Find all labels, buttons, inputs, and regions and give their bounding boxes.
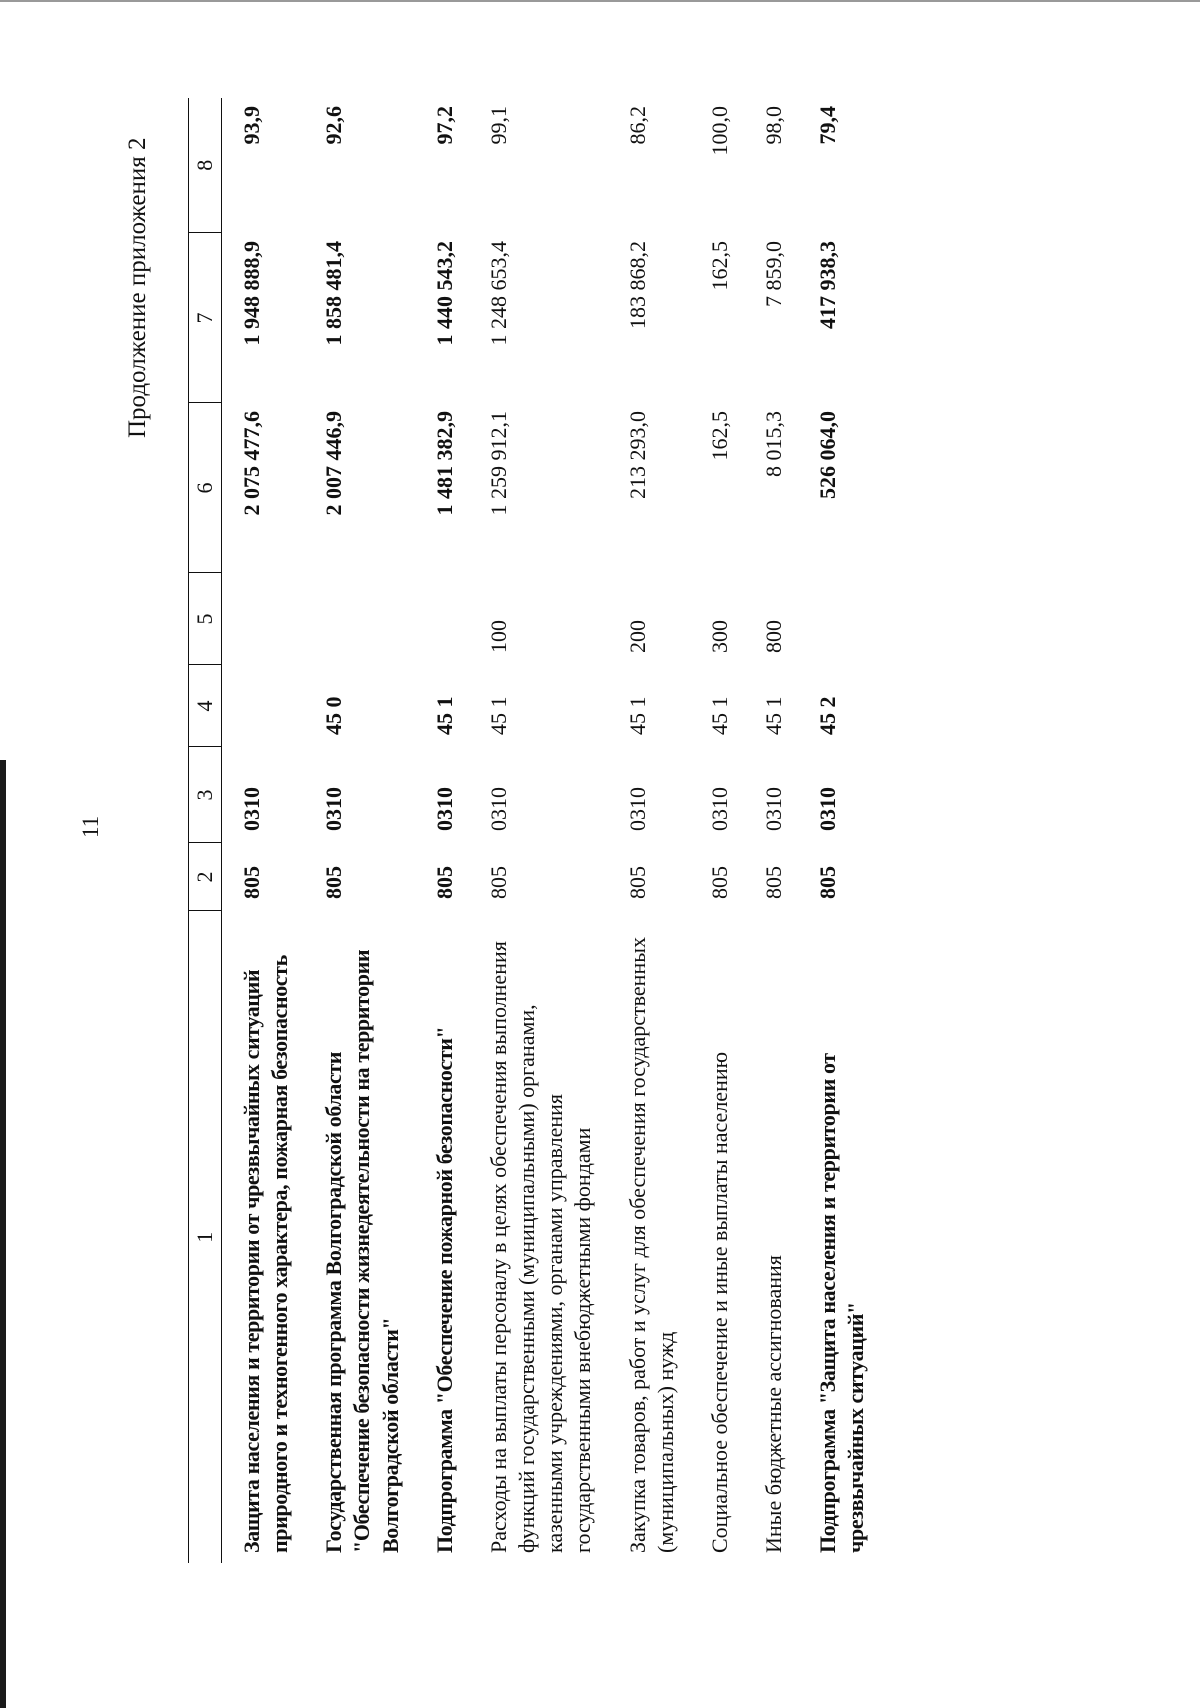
- cell-c5: 800: [761, 620, 787, 653]
- header-col-3: 3: [189, 747, 222, 843]
- cell-c6: 1 259 912,1: [485, 411, 511, 516]
- cell-c2: 805: [761, 866, 787, 899]
- cell-c2: 805: [485, 866, 511, 899]
- cell-c3: 0310: [624, 787, 650, 831]
- cell-c5: [320, 573, 430, 665]
- table-row: [431, 98, 485, 1563]
- cell-c2: 805: [706, 866, 732, 899]
- cell-c8: 79,4: [815, 106, 841, 145]
- cell-c3: 0310: [431, 787, 457, 831]
- cell-c8: 98,0: [761, 106, 787, 145]
- cell-c3: 0310: [239, 787, 264, 831]
- header-col-1: 1: [189, 911, 222, 1563]
- cell-c7: 162,5: [706, 241, 732, 291]
- cell-c7: 7 859,0: [761, 241, 787, 307]
- cell-c2: 805: [239, 866, 264, 899]
- budget-table: [188, 98, 871, 1563]
- header-col-5: 5: [189, 573, 222, 665]
- cell-c3: 0310: [321, 787, 347, 831]
- cell-name: Государственная программа Волгоградской области "Обеспечение безопасности жизнедеятельности на территории Волгоградской области": [321, 949, 403, 1553]
- cell-c6: 526 064,0: [815, 411, 841, 499]
- cell-c5: 300: [706, 620, 732, 653]
- cell-c5: [814, 573, 870, 665]
- cell-c6: 162,5: [706, 411, 732, 461]
- cell-c2: 805: [624, 866, 650, 899]
- cell-c8: 97,2: [431, 106, 457, 145]
- cell-c6: 2 075 477,6: [239, 411, 264, 516]
- table-row: [222, 98, 321, 1563]
- cell-c4: 45 1: [431, 696, 457, 735]
- header-col-7: 7: [189, 233, 222, 403]
- cell-c2: 805: [321, 866, 347, 899]
- cell-c8: 99,1: [485, 106, 511, 145]
- cell-c7: 1 440 543,2: [431, 241, 457, 346]
- page-number: 11: [78, 815, 103, 838]
- cell-c4: 45 1: [706, 696, 732, 735]
- header-col-6: 6: [189, 403, 222, 573]
- header-col-4: 4: [189, 665, 222, 747]
- cell-c5: 100: [485, 620, 511, 653]
- cell-c3: 0310: [485, 787, 511, 831]
- table-row: [485, 98, 624, 1563]
- cell-c7: 1 248 653,4: [485, 241, 511, 346]
- table-row: [624, 98, 706, 1563]
- header-col-2: 2: [189, 843, 222, 911]
- cell-c3: 0310: [815, 787, 841, 831]
- cell-c7: 1 858 481,4: [321, 241, 347, 346]
- cell-c8: 92,6: [321, 106, 347, 145]
- cell-c5: [431, 573, 485, 665]
- cell-c4: 45 1: [624, 696, 650, 735]
- cell-name: Иные бюджетные ассигнования: [761, 1255, 787, 1553]
- cell-c7: 417 938,3: [815, 241, 841, 329]
- cell-c6: 1 481 382,9: [431, 411, 457, 516]
- cell-c4: 45 1: [761, 696, 787, 735]
- cell-c4: 45 2: [815, 696, 841, 735]
- cell-name: Социальное обеспечение и иные выплаты населению: [706, 1051, 732, 1553]
- table-row: [320, 98, 430, 1563]
- table-row: [814, 98, 870, 1563]
- cell-c7: 1 948 888,9: [239, 241, 264, 346]
- table-body: [222, 98, 871, 1563]
- cell-c8: 100,0: [706, 106, 732, 156]
- cell-name: Закупка товаров, работ и услуг для обеспечения государственных (муниципальных) нужд: [624, 936, 678, 1553]
- table-row: [706, 98, 760, 1563]
- cell-c5: 200: [624, 620, 650, 653]
- cell-c8: 93,9: [239, 106, 264, 145]
- cell-c2: 805: [431, 866, 457, 899]
- cell-c5: [222, 573, 321, 665]
- cell-c7: 183 868,2: [624, 241, 650, 329]
- cell-c6: 213 293,0: [624, 411, 650, 499]
- cell-name: Защита населения и территории от чрезвычайных ситуаций природного и техногенного характера, пожарная безопасность: [239, 955, 293, 1553]
- continuation-label: Продолжение приложения 2: [124, 137, 151, 438]
- table-row: [760, 98, 814, 1563]
- cell-c6: 2 007 446,9: [321, 411, 347, 516]
- cell-c3: 0310: [706, 787, 732, 831]
- cell-c4: 45 0: [321, 696, 347, 735]
- cell-c8: 86,2: [624, 106, 650, 145]
- header-col-8: 8: [189, 98, 222, 233]
- cell-name: Подпрограмма "Обеспечение пожарной безопасности": [431, 1026, 457, 1553]
- cell-c4: [222, 665, 321, 747]
- cell-name: Подпрограмма "Защита населения и территории от чрезвычайных ситуаций": [815, 1053, 869, 1553]
- cell-c6: 8 015,3: [761, 411, 787, 477]
- header-row: [189, 98, 222, 1563]
- cell-c4: 45 1: [485, 696, 511, 735]
- cell-c3: 0310: [761, 787, 787, 831]
- cell-c2: 805: [815, 866, 841, 899]
- cell-name: Расходы на выплаты персоналу в целях обеспечения выполнения функций государственными (муниципальными) органами, казенными учреждениями, органами управления государственными внебюджетными фондами: [485, 941, 596, 1553]
